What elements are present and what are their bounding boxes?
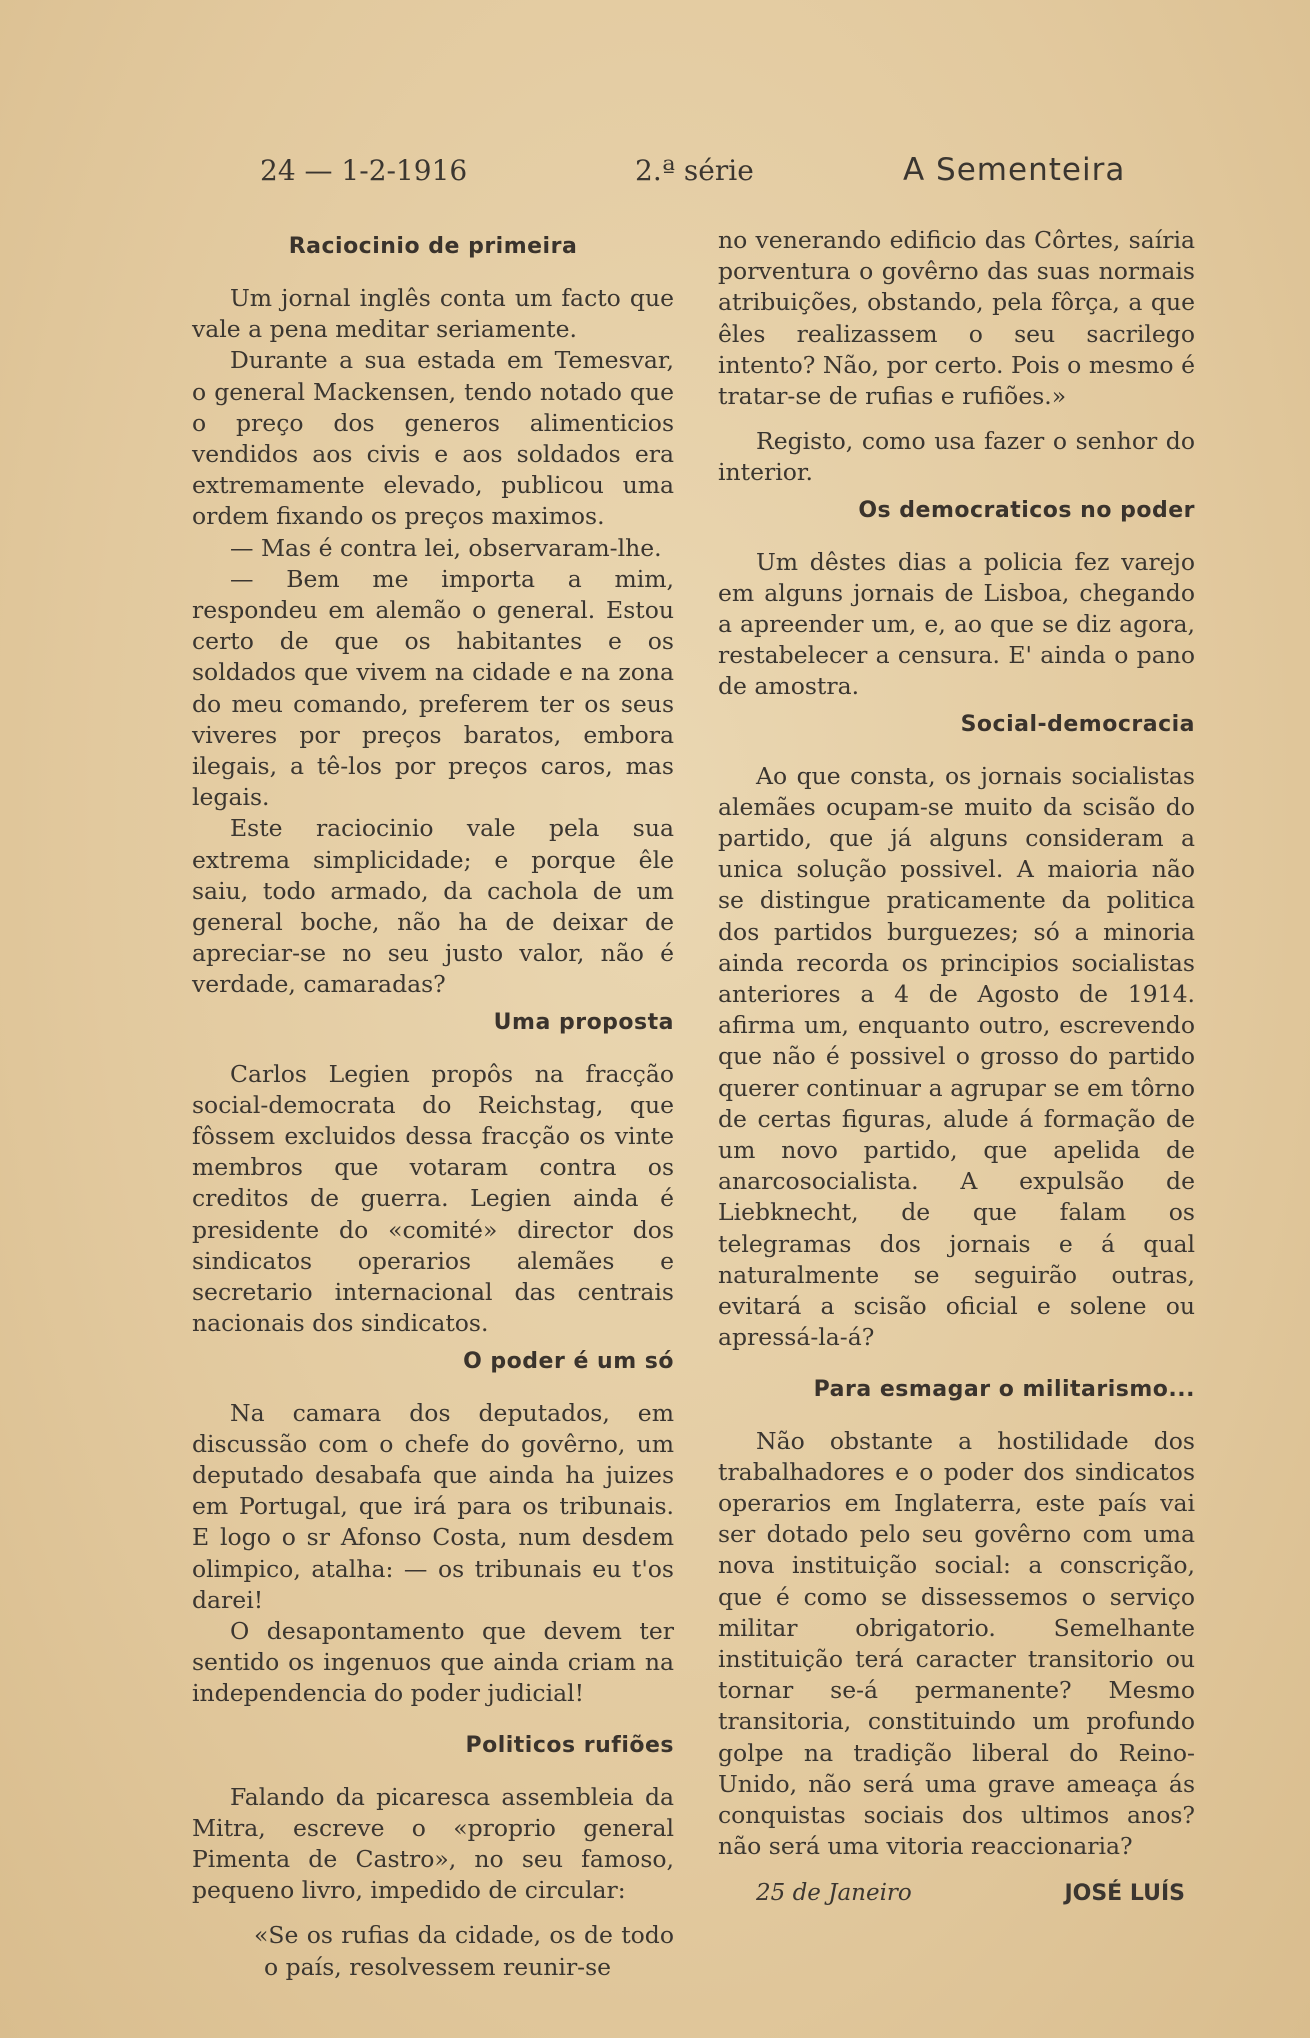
section-title: Politicos rufiões <box>465 1732 674 1758</box>
paragraph: Um jornal inglês conta um facto que vale a pena meditar seriamente. <box>192 284 674 344</box>
section-title: Os democraticos no poder <box>858 497 1195 523</box>
quote-continued: no venerando edificio das Côrtes, saíria porventura o govêrno das suas normais atribuições, obstando, pela fôrça, a que êles realizassem o seu sacrilego intento? Não, por certo. Pois o mesmo é tratar-se de rufias e rufiões.» <box>718 226 1195 411</box>
paragraph: Ao que consta, os jornais socialistas alemães ocupam-se muito da scisão do partido, que já alguns consideram a unica solução possivel. A maioria não se distingue praticamente da politica dos partidos burguezes; só a minoria ainda recorda os principios socialistas anteriores a 4 de Agosto de 1914. afirma um, enquanto outro, escrevendo que não é possivel o grosso do partido querer continuar a agrupar se em tôrno de certas figuras, alude á formação de um novo partido, que apelida de anarcosocialista. A expulsão de Liebknecht, de que falam os telegramas dos jornais e á qual naturalmente se seguirão outras, evitará a scisão oficial e solene ou apressá-la-á? <box>718 761 1195 1352</box>
paragraph: O desapontamento que devem ter sentido os ingenuos que ainda criam na independencia do poder judicial! <box>192 1616 674 1708</box>
issue-series: 2.ª série <box>635 154 754 187</box>
paragraph: Carlos Legien propôs na fracção social-democrata do Reichstag, que fôssem excluidos dessa fracção os vinte membros que votaram contra os creditos de guerra. Legien ainda é presidente do «comité» director dos sindicatos operarios alemães e secretario internacional das centrais nacionais dos sindicatos. <box>192 1059 674 1338</box>
signature <box>718 1878 1195 1909</box>
paragraph: Este raciocinio vale pela sua extrema simplicidade; e porque êle saiu, todo armado, da cachola de um general boche, não ha de deixar de apreciar-se no seu justo valor, não é verdade, camaradas? <box>192 814 674 999</box>
paragraph: Registo, como usa fazer o senhor do interior. <box>718 427 1195 487</box>
newspaper-name: A Sementeira <box>903 152 1126 188</box>
issue-date: 24 — 1-2-1916 <box>260 154 468 187</box>
paragraph: — Mas é contra lei, observaram-lhe. <box>230 533 662 562</box>
section-title: Social-democracia <box>960 711 1195 737</box>
section-title: Raciocinio de primeira <box>288 234 578 259</box>
paragraph: — Bem me importa a mim, respondeu em alemão o general. Estou certo de que os habitantes e os soldados que vivem na cidade e na zona do meu comando, preferem ter os seus viveres por preços baratos, embora ilegais, a tê-los por preços caros, mas legais. <box>192 564 674 812</box>
left-column <box>192 225 674 1983</box>
signature-date: 25 de Janeiro <box>756 1880 912 1907</box>
right-column <box>718 225 1195 1910</box>
paragraph: Durante a sua estada em Temesvar, o general Mackensen, tendo notado que o preço dos generos alimenticios vendidos aos civis e aos soldados era extremamente elevado, publicou uma ordem fixando os preços maximos. <box>192 346 674 531</box>
paragraph: Não obstante a hostilidade dos trabalhadores e o poder dos sindicatos operarios em Inglaterra, este país vai ser dotado pelo seu govêrno com uma nova instituição social: a conscrição, que é como se dissessemos o serviço militar obrigatorio. Semelhante instituição terá caracter transitorio ou tornar se-á permanente? Mesmo transitoria, constituindo um profundo golpe na tradição liberal do Reino-Unido, não será uma grave ameaça ás conquistas sociais dos ultimos anos? não será uma vitoria reaccionaria? <box>718 1426 1195 1861</box>
masthead <box>0 150 1310 190</box>
paragraph: Na camara dos deputados, em discussão com o chefe do govêrno, um deputado desabafa que ainda ha juizes em Portugal, que irá para os tribunais. E logo o sr Afonso Costa, num desdem olimpico, atalha: — os tribunais eu t'os darei! <box>192 1398 674 1614</box>
paragraph: Um dêstes dias a policia fez varejo em alguns jornais de Lisboa, chegando a apreender um, e, ao que se diz agora, restabelecer a censura. E' ainda o pano de amostra. <box>718 547 1195 701</box>
signature-author: JOSÉ LUÍS <box>1064 1881 1185 1907</box>
quote: «Se os rufias da cidade, os de todo o país, resolvessem reunir-se <box>254 1921 674 1981</box>
section-title: O poder é um só <box>463 1348 674 1374</box>
section-title: Para esmagar o militarismo... <box>813 1376 1195 1402</box>
section-title: Uma proposta <box>493 1009 674 1035</box>
paragraph: Falando da picaresca assembleia da Mitra, escreve o «proprio general Pimenta de Castro», no seu famoso, pequeno livro, impedido de circular: <box>192 1782 674 1905</box>
